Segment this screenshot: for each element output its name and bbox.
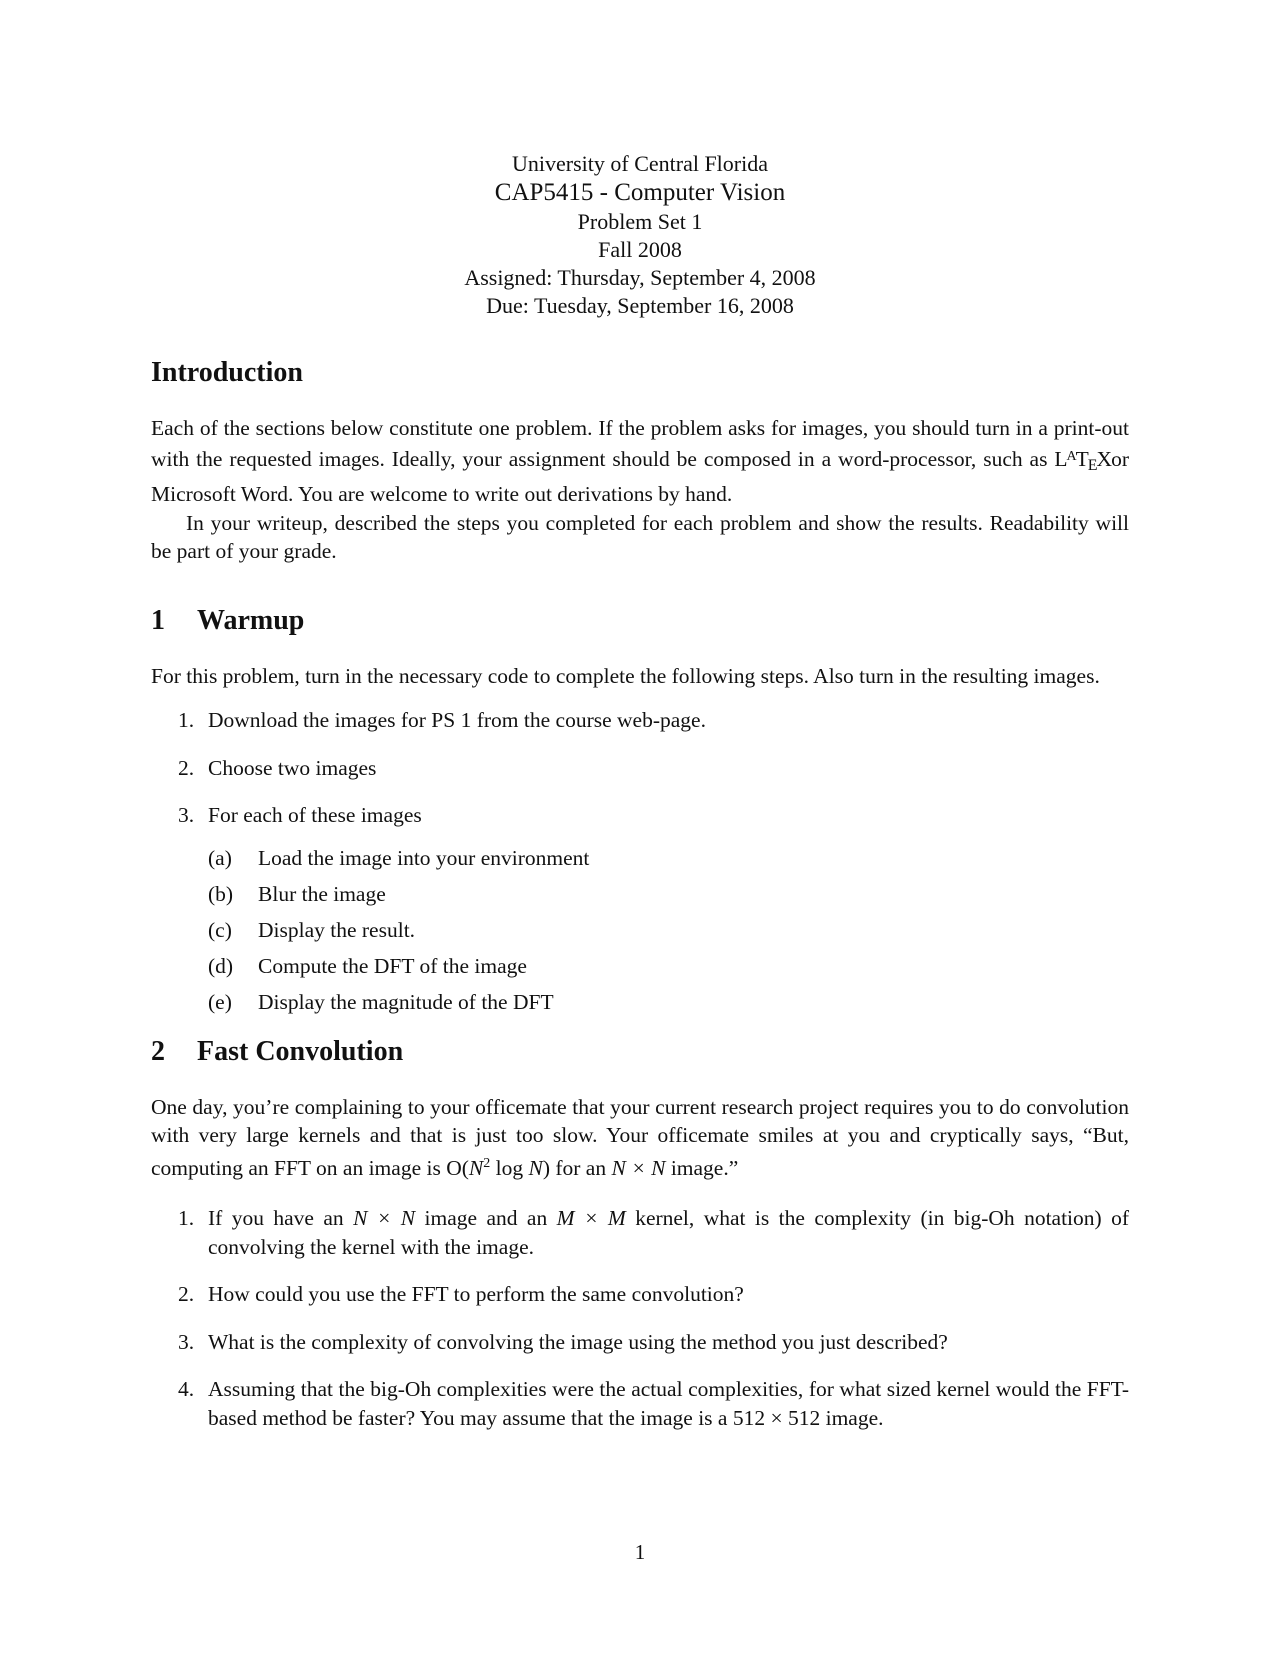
course-title: CAP5415 - Computer Vision [494, 179, 786, 206]
problem-set-title: Problem Set 1 [577, 209, 703, 234]
latex-logo: $L^AT_EX$ [1054, 446, 1112, 474]
section-intro: One day, you’re complaining to your officemate that your current research project requires you to do convolution with very large kernels and that is just too slow. Your officemate smiles at you and cryptically says, “But, computing an FFT on an image is $O(N^2$ log N) for an N × N image.” [151, 1094, 1129, 1180]
list-item: 4. Assuming that the big-Oh complexities were the actual complexities, for what sized kernel would the FFT-based method be faster? You may assume that the image is a 512 × 512 image. [178, 1377, 1129, 1430]
sub-list-item: (a) Load the image into your environment [208, 845, 590, 870]
list-item: 1. Download the images for PS 1 from the course web-page. [178, 708, 706, 732]
due-date: Due: Tuesday, September 16, 2008 [486, 293, 794, 318]
title-block [0, 150, 1280, 320]
sub-list-item: (b) Blur the image [208, 881, 386, 906]
list-item: 3. For each of these images (a) Load the image into your environment (b) Blur the image (c) Display the result. (d) Compute the DFT of the image (e) Display the magnitude of the DFT [151, 801, 1129, 1016]
list-item: 2. Choose two images [178, 755, 377, 780]
intro-paragraph-2: In your writeup, described the steps you completed for each problem and show the results. Readability will be part of your grade. [151, 510, 1129, 563]
step-list [151, 706, 1129, 1016]
section-heading: 1 Warmup [151, 604, 305, 636]
institution-name: University of Central Florida [511, 151, 768, 176]
section-fast-convolution [151, 1035, 1129, 1433]
sub-list-item: (e) Display the magnitude of the DFT [208, 989, 554, 1014]
intro-paragraph-1: Each of the sections below constitute one problem. If the problem asks for images, you should turn in a print-out with the requested images. Ideally, your assignment should be composed in a word-processor, such as $L^AT_EXor$ Microsoft Word. You are welcome to write out derivations by hand. [151, 416, 1129, 506]
body-content [151, 356, 1129, 1451]
section-warmup [151, 604, 1129, 1016]
sub-list-item: (c) Display the result. [208, 917, 416, 942]
list-item: 1. If you have an N × N image and an M × M kernel, what is the complexity (in big-Oh notation) of convolving the kernel with the image. [178, 1206, 1130, 1259]
assigned-date: Assigned: Thursday, September 4, 2008 [464, 265, 816, 290]
introduction-section [151, 356, 1129, 566]
list-item: 3. What is the complexity of convolving the image using the method you just described? [178, 1329, 948, 1354]
term: Fall 2008 [598, 237, 682, 262]
list-item: 2. How could you use the FFT to perform the same convolution? [178, 1282, 744, 1307]
introduction-heading: Introduction [151, 357, 303, 388]
section-heading: 2 Fast Convolution [151, 1035, 404, 1067]
sub-step-list [208, 844, 1129, 1016]
sub-list-item: (d) Compute the DFT of the image [208, 953, 527, 978]
page-number: 1 [634, 1540, 646, 1564]
question-list [151, 1204, 1129, 1432]
section-intro: For this problem, turn in the necessary code to complete the following steps. Also turn in the resulting images. [151, 663, 1100, 688]
